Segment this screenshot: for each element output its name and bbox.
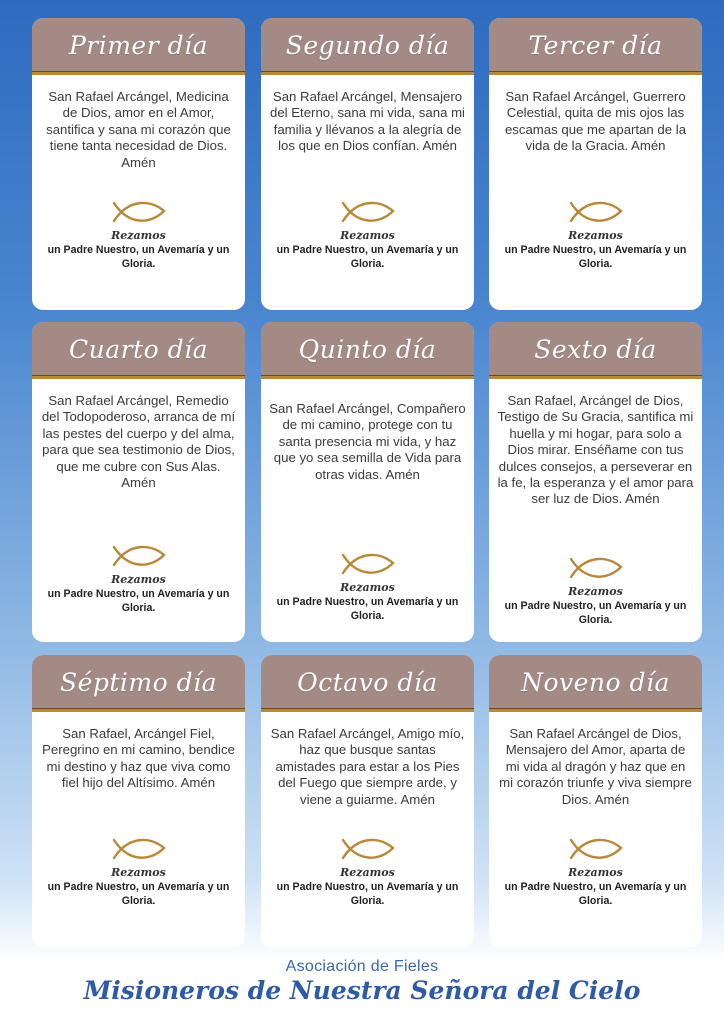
card-title: Séptimo día xyxy=(59,667,218,697)
closing-prayers: un Padre Nuestro, un Avemaría y un Gloria. xyxy=(504,600,687,626)
ichthys-fish-icon xyxy=(112,543,166,569)
ichthys-fish-icon xyxy=(112,199,166,225)
rezamos-label: Rezamos xyxy=(111,229,166,242)
card-title: Quinto día xyxy=(298,334,437,364)
ichthys-fish-icon xyxy=(569,555,623,581)
card-header xyxy=(489,18,702,75)
closing-prayers: un Padre Nuestro, un Avemaría y un Gloria. xyxy=(276,244,459,270)
day-card xyxy=(32,18,245,310)
ichthys-fish-icon xyxy=(341,199,395,225)
rezamos-label: Rezamos xyxy=(340,866,395,879)
footer xyxy=(0,958,724,1005)
rezamos-label: Rezamos xyxy=(568,229,623,242)
rezamos-label: Rezamos xyxy=(111,573,166,586)
closing-prayers: un Padre Nuestro, un Avemaría y un Gloria. xyxy=(47,881,230,907)
rezamos-label: Rezamos xyxy=(568,866,623,879)
prayer-text: San Rafael Arcángel, Mensajero del Eterno, sana mi vida, sana mi familia y llévanos a la alegría de los que en Dios confían. Amén xyxy=(270,89,465,154)
prayer-text: San Rafael Arcángel, Medicina de Dios, amor en el Amor, santifica y sana mi corazón que tiene tanta necesidad de Dios. Amén xyxy=(46,89,231,170)
card-header xyxy=(32,655,245,712)
rezamos-label: Rezamos xyxy=(111,866,166,879)
card-title: Tercer día xyxy=(528,30,663,60)
card-title: Octavo día xyxy=(297,667,438,697)
card-header xyxy=(32,18,245,75)
day-card xyxy=(489,322,702,642)
card-header xyxy=(261,655,474,712)
card-header xyxy=(489,655,702,712)
closing-prayers: un Padre Nuestro, un Avemaría y un Gloria. xyxy=(47,244,230,270)
prayer-text: San Rafael Arcángel de Dios, Mensajero del Amor, aparta de mi vida al dragón y haz que en mi corazón triunfe y viva siempre Dios. Amén xyxy=(499,726,692,807)
ichthys-fish-icon xyxy=(341,836,395,862)
day-card xyxy=(32,655,245,947)
day-card xyxy=(32,322,245,642)
prayer-text: San Rafael, Arcángel de Dios, Testigo de Su Gracia, santifica mi huella y mi hogar, para solo a Dios mirar. Enséñame con tus dulces consejos, a perseverar en la fe, la esperanza y el amor para ser luz de Dios. Amén xyxy=(497,393,694,507)
day-card xyxy=(489,655,702,947)
prayer-text: San Rafael, Arcángel Fiel, Peregrino en mi camino, bendice mi destino y haz que viva como fiel hijo del Altísimo. Amén xyxy=(42,726,235,791)
prayer-text: San Rafael Arcángel, Amigo mío, haz que busque santas amistades para estar a los Pies del Fuego que siempre arde, y viene a guiarme. Amén xyxy=(270,726,465,807)
day-card xyxy=(261,322,474,642)
day-card xyxy=(261,655,474,947)
association-label: Asociación de Fieles xyxy=(285,958,439,975)
ichthys-fish-icon xyxy=(112,836,166,862)
card-title: Cuarto día xyxy=(68,334,209,364)
card-title: Primer día xyxy=(68,30,209,60)
rezamos-label: Rezamos xyxy=(340,581,395,594)
closing-prayers: un Padre Nuestro, un Avemaría y un Gloria. xyxy=(504,881,687,907)
card-title: Sexto día xyxy=(534,334,657,364)
card-header xyxy=(32,322,245,379)
ichthys-fish-icon xyxy=(569,199,623,225)
card-header xyxy=(261,18,474,75)
ichthys-fish-icon xyxy=(341,551,395,577)
day-card xyxy=(261,18,474,310)
prayer-text: San Rafael Arcángel, Compañero de mi camino, protege con tu santa presencia mi vida, y haz que yo sea semilla de Vida para otras vidas. Amén xyxy=(269,401,466,482)
card-title: Segundo día xyxy=(285,30,450,60)
card-header xyxy=(261,322,474,379)
ichthys-fish-icon xyxy=(569,836,623,862)
prayer-text: San Rafael Arcángel, Remedio del Todopoderoso, arranca de mí las pestes del cuerpo y del alma, para que sea testimonio de Dios, que me cubre con Sus Alas. Amén xyxy=(41,393,236,491)
closing-prayers: un Padre Nuestro, un Avemaría y un Gloria. xyxy=(504,244,687,270)
closing-prayers: un Padre Nuestro, un Avemaría y un Gloria. xyxy=(47,588,230,614)
day-card xyxy=(489,18,702,310)
card-header xyxy=(489,322,702,379)
closing-prayers: un Padre Nuestro, un Avemaría y un Gloria. xyxy=(276,881,459,907)
closing-prayers: un Padre Nuestro, un Avemaría y un Gloria. xyxy=(276,596,459,622)
prayer-text: San Rafael Arcángel, Guerrero Celestial, quita de mis ojos las escamas que me apartan de la vida de la Gracia. Amén xyxy=(504,89,687,154)
rezamos-label: Rezamos xyxy=(568,585,623,598)
association-name: Misioneros de Nuestra Señora del Cielo xyxy=(83,976,641,1005)
rezamos-label: Rezamos xyxy=(340,229,395,242)
card-title: Noveno día xyxy=(521,667,670,697)
